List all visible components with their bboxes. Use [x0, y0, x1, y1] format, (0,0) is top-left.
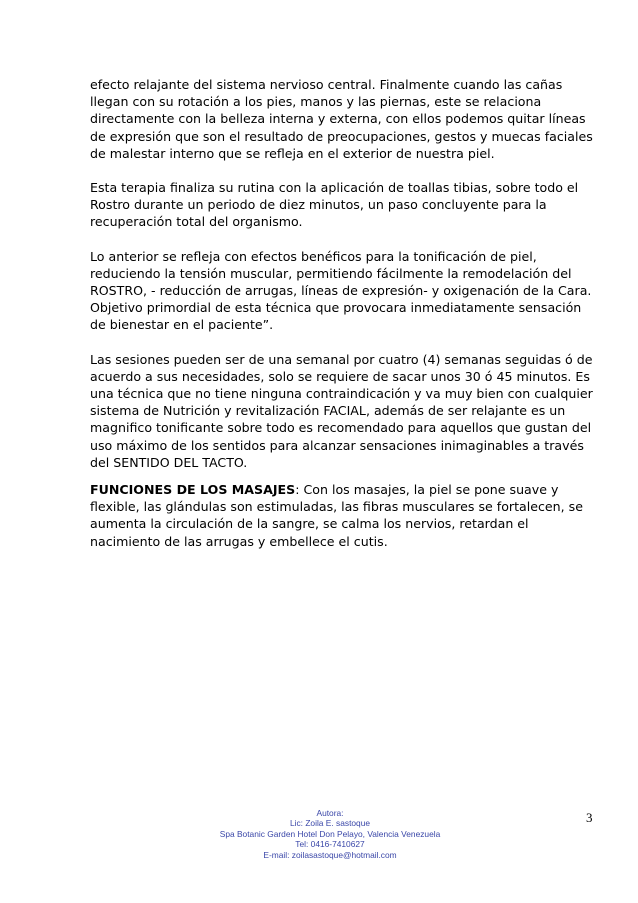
paragraph-benefits: Lo anterior se refleja con efectos benéficos para la tonificación de piel, reduciendo la tensión muscular, permitiendo fácilmente la remodelación del ROSTRO, - reducción de arrugas, líneas de expresión- y oxigenación de la Cara. Objetivo primordial de esta técnica que provocara inmediatamente sensación de bienestar en el paciente”. — [90, 248, 592, 333]
paragraph-massage-functions — [90, 481, 598, 550]
footer-line-author-label: Autora: — [316, 808, 344, 818]
functions-heading: FUNCIONES DE LOS MASAJES — [90, 482, 296, 498]
footer-line-author-name: Lic: Zoila E. sastoque — [289, 818, 371, 829]
footer-line-address: Spa Botanic Garden Hotel Don Pelayo, Valencia Venezuela — [219, 828, 441, 839]
paragraph-sessions: Las sesiones pueden ser de una semanal por cuatro (4) semanas seguidas ó de acuerdo a sus necesidades, solo se requiere de sacar unos 30 ó 45 minutos. Es una técnica que no tiene ninguna contraindicación y va muy bien con cualquier sistema de Nutrición y revitalización FACIAL, además de ser relajante es un magnifico tonificante sobre todo es recomendado para aquellos que gustan del uso máximo de los sentidos para alcanzar sensaciones inimaginables a través del SENTIDO DEL TACTO. — [90, 351, 593, 470]
paragraph-relaxing-effect: efecto relajante del sistema nervioso central. Finalmente cuando las cañas llegan con su rotación a los pies, manos y las piernas, este se relaciona directamente con la belleza interna y externa, con ellos podemos quitar líneas de expresión que son el resultado de preocupaciones, gestos y muecas faciales de malestar interno que se refleja en el exterior de nuestra piel. — [90, 77, 593, 161]
footer-line-phone: Tel: 0416-7410627 — [295, 839, 365, 850]
document-body — [90, 76, 598, 567]
paragraph-therapy-finish: Esta terapia finaliza su rutina con la aplicación de toallas tibias, sobre todo el Rostro durante un periodo de diez minutos, un paso concluyente para la recuperación total del organismo. — [90, 180, 579, 230]
functions-text: : Con los masajes, la piel se pone suave y flexible, las glándulas son estimuladas, las fibras musculares se fortalecen, se aumenta la circulación de la sangre, se calma los nervios, retardan el nacimiento de las arrugas y embellece el cutis. — [90, 482, 583, 549]
page-number: 3 — [586, 810, 593, 825]
footer-author-info — [180, 808, 480, 860]
footer-line-email: E-mail: zoilasastoque@hotmail.com — [263, 849, 397, 860]
